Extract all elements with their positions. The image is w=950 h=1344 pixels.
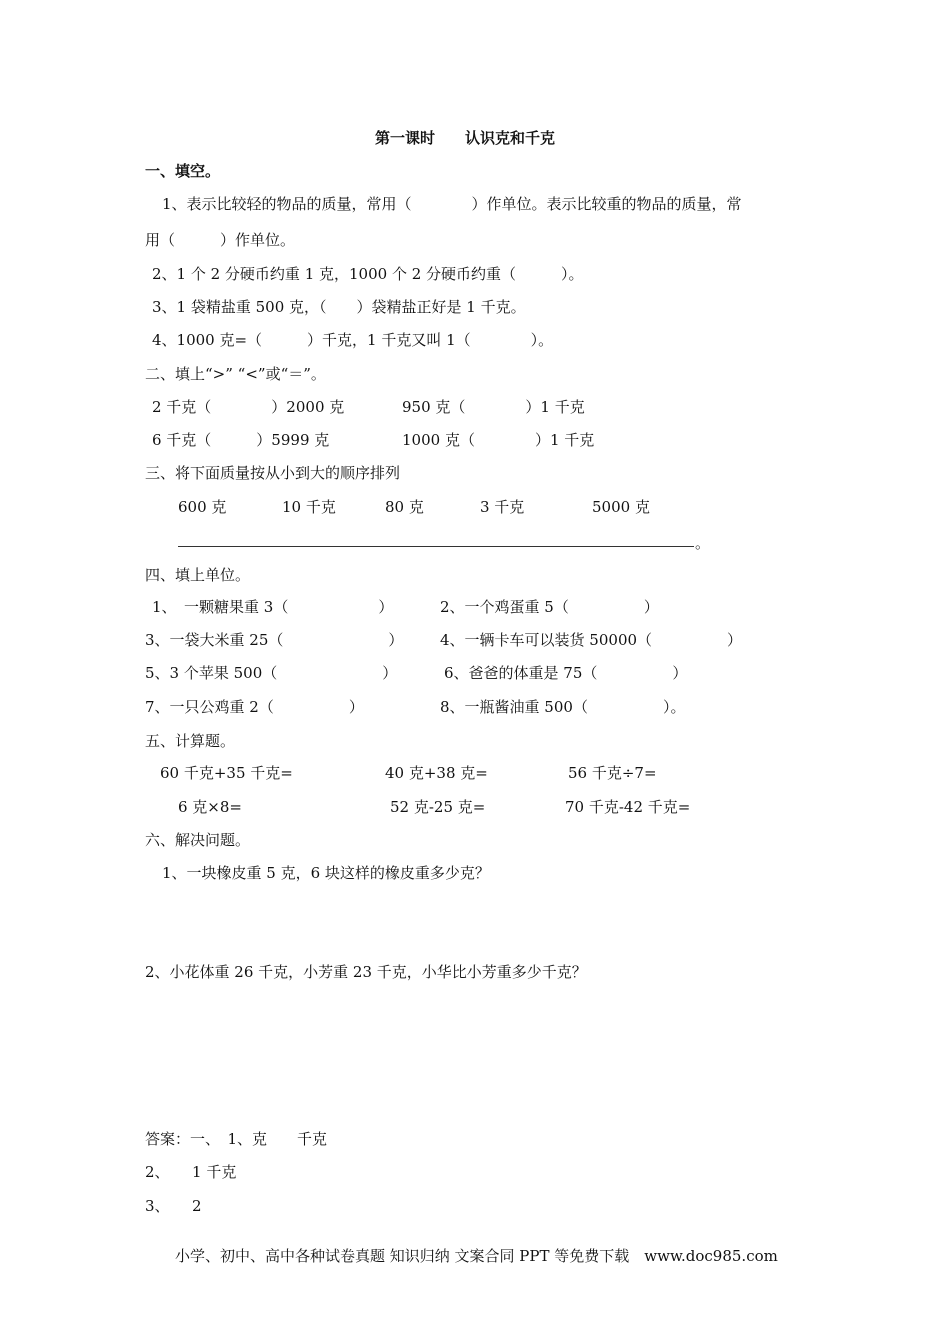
calc-item-6: 70 千克-42 千克= [565, 798, 691, 816]
unit-question-6: 6、爸爸的体重是 75（ ） [444, 664, 688, 682]
calc-item-5: 52 克-25 克= [390, 798, 486, 816]
unit-question-1: 1、 一颗糖果重 3（ ） [152, 598, 394, 616]
page-title: 第一课时 认识克和千克 [375, 129, 556, 147]
section-4-heading: 四、填上单位。 [145, 566, 251, 584]
question-1-3: 3、1 袋精盐重 500 克，（ ）袋精盐正好是 1 千克。 [152, 298, 526, 316]
unit-question-5: 5、3 个苹果 500（ ） [145, 664, 398, 682]
calc-item-1: 60 千克+35 千克= [160, 764, 293, 782]
word-problem-2: 2、小花体重 26 千克，小芳重 23 千克，小华比小芳重多少千克？ [145, 963, 587, 981]
order-item: 600 克 [178, 498, 227, 516]
answers-line-3: 3、 2 [145, 1197, 202, 1215]
unit-question-4: 4、一辆卡车可以装货 50000（ ） [440, 631, 743, 649]
section-1-heading: 一、填空。 [145, 162, 221, 180]
compare-item-b: 950 克（ ）1 千克 [402, 398, 585, 416]
order-item: 3 千克 [480, 498, 525, 516]
question-1-2: 2、1 个 2 分硬币约重 1 克，1000 个 2 分硬币约重（ ）。 [152, 265, 584, 283]
section-5-heading: 五、计算题。 [145, 732, 236, 750]
answer-blank-line [178, 546, 694, 547]
answer-blank-end: 。 [695, 534, 711, 552]
unit-question-7: 7、一只公鸡重 2（ ） [145, 698, 364, 716]
order-item: 5000 克 [592, 498, 650, 516]
section-6-heading: 六、解决问题。 [145, 831, 251, 849]
compare-item-d: 1000 克（ ）1 千克 [402, 431, 595, 449]
footer-text: 小学、初中、高中各种试卷真题 知识归纳 文案合同 PPT 等免费下载 www.doc985.com [175, 1247, 778, 1265]
calc-item-3: 56 千克÷7= [568, 764, 657, 782]
question-1-4: 4、1000 克=（ ）千克，1 千克又叫 1（ ）。 [152, 331, 554, 349]
section-3-heading: 三、将下面质量按从小到大的顺序排列 [145, 464, 401, 482]
compare-item-a: 2 千克（ ）2000 克 [152, 398, 345, 416]
order-item: 80 克 [385, 498, 424, 516]
word-problem-1: 1、一块橡皮重 5 克，6 块这样的橡皮重多少克？ [162, 864, 490, 882]
question-1-1-line2: 用（ ）作单位。 [145, 231, 296, 249]
calc-item-2: 40 克+38 克= [385, 764, 488, 782]
answers-line-1: 答案：一、 1、克 千克 [145, 1130, 328, 1148]
order-item: 10 千克 [282, 498, 336, 516]
question-1-1-line1: 1、表示比较轻的物品的质量，常用（ ）作单位。表示比较重的物品的质量，常 [162, 195, 742, 213]
answers-line-2: 2、 1 千克 [145, 1163, 237, 1181]
compare-item-c: 6 千克（ ）5999 克 [152, 431, 330, 449]
unit-question-3: 3、一袋大米重 25（ ） [145, 631, 404, 649]
calc-item-4: 6 克×8= [178, 798, 242, 816]
unit-question-2: 2、一个鸡蛋重 5（ ） [440, 598, 659, 616]
section-2-heading: 二、填上“>” “<”或“＝”。 [145, 365, 326, 383]
unit-question-8: 8、一瓶酱油重 500（ ）。 [440, 698, 686, 716]
